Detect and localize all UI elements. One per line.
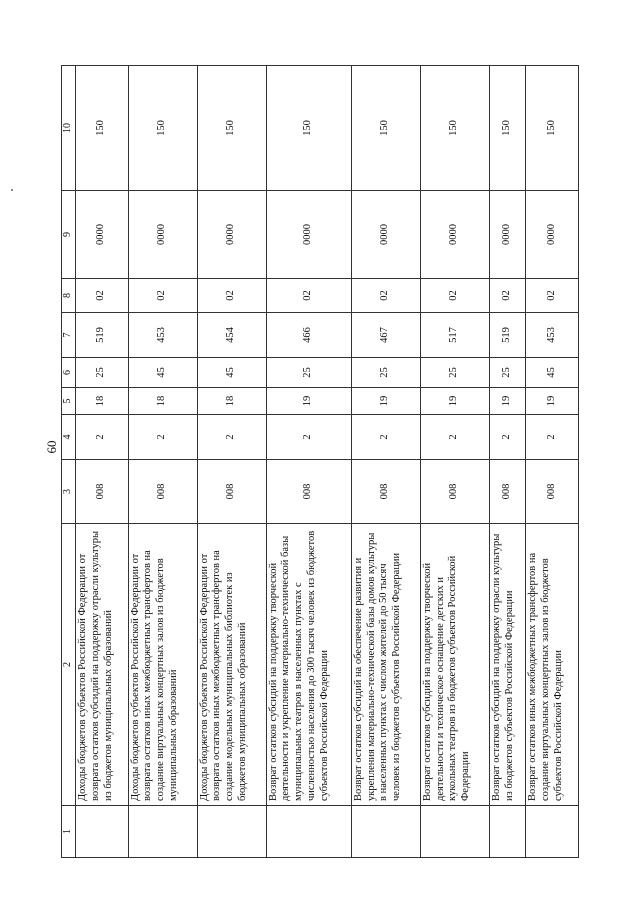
code-cell: 45 xyxy=(526,358,579,388)
row-number-cell xyxy=(266,806,351,858)
code-cell: 008 xyxy=(197,460,266,524)
row-number-cell xyxy=(489,806,525,858)
code-cell: 0000 xyxy=(420,191,489,279)
code-cell: 25 xyxy=(420,358,489,388)
code-cell: 19 xyxy=(526,388,579,415)
code-cell: 150 xyxy=(197,66,266,191)
column-header: 3 xyxy=(62,460,76,524)
code-cell: 150 xyxy=(266,66,351,191)
code-cell: 150 xyxy=(128,66,197,191)
description-cell: Доходы бюджетов субъектов Российской Федерации от возврата остатков субсидий на поддержку отрасли культуры из бюджетов муниципальных образований xyxy=(76,524,129,806)
table-row xyxy=(489,66,525,858)
code-cell: 008 xyxy=(351,460,420,524)
code-cell: 0000 xyxy=(351,191,420,279)
code-cell: 2 xyxy=(420,415,489,460)
description-cell: Доходы бюджетов субъектов Российской Федерации от возврата остатков иных межбюджетных трансфертов на создание виртуальных концертных залов из бюджетов муниципальных образований xyxy=(128,524,197,806)
code-cell: 2 xyxy=(128,415,197,460)
column-header: 2 xyxy=(62,524,76,806)
code-cell: 2 xyxy=(197,415,266,460)
code-cell: 150 xyxy=(351,66,420,191)
code-cell: 19 xyxy=(489,388,525,415)
code-cell: 19 xyxy=(420,388,489,415)
code-cell: 2 xyxy=(489,415,525,460)
code-cell: 517 xyxy=(420,313,489,358)
column-header: 6 xyxy=(62,358,76,388)
code-cell: 2 xyxy=(76,415,129,460)
code-cell: 0000 xyxy=(489,191,525,279)
code-cell: 25 xyxy=(76,358,129,388)
code-cell: 150 xyxy=(526,66,579,191)
header-row xyxy=(62,66,76,858)
column-header: 10 xyxy=(62,66,76,191)
code-cell: 02 xyxy=(489,279,525,313)
code-cell: 2 xyxy=(526,415,579,460)
code-cell: 25 xyxy=(489,358,525,388)
code-cell: 18 xyxy=(128,388,197,415)
code-cell: 519 xyxy=(489,313,525,358)
table-row xyxy=(266,66,351,858)
rotated-table-container xyxy=(61,66,579,858)
description-cell: Возврат остатков иных межбюджетных трансфертов на создание виртуальных концертных залов из бюджетов субъектов Российской Федерации xyxy=(526,524,579,806)
code-cell: 18 xyxy=(197,388,266,415)
code-cell: 008 xyxy=(526,460,579,524)
column-header: 1 xyxy=(62,806,76,858)
column-header: 8 xyxy=(62,279,76,313)
row-number-cell xyxy=(526,806,579,858)
code-cell: 453 xyxy=(128,313,197,358)
code-cell: 519 xyxy=(76,313,129,358)
code-cell: 150 xyxy=(489,66,525,191)
code-cell: 008 xyxy=(266,460,351,524)
code-cell: 02 xyxy=(526,279,579,313)
scan-speck xyxy=(11,189,13,191)
page-number: 60 xyxy=(44,440,59,454)
row-number-cell xyxy=(76,806,129,858)
code-cell: 25 xyxy=(351,358,420,388)
code-cell: 150 xyxy=(420,66,489,191)
table-body xyxy=(62,66,579,858)
code-cell: 18 xyxy=(76,388,129,415)
code-cell: 008 xyxy=(128,460,197,524)
row-number-cell xyxy=(420,806,489,858)
table-row xyxy=(197,66,266,858)
code-cell: 0000 xyxy=(266,191,351,279)
column-header: 7 xyxy=(62,313,76,358)
row-number-cell xyxy=(197,806,266,858)
code-cell: 008 xyxy=(76,460,129,524)
row-number-cell xyxy=(351,806,420,858)
table-row xyxy=(76,66,129,858)
table-row xyxy=(351,66,420,858)
code-cell: 45 xyxy=(128,358,197,388)
description-cell: Возврат остатков субсидий на обеспечение развития и укрепления материально-технической базы домов культуры в населенных пунктах с числом жителей до 50 тысяч человек из бюджетов субъектов Российской Федерации xyxy=(351,524,420,806)
code-cell: 466 xyxy=(266,313,351,358)
table-row xyxy=(420,66,489,858)
code-cell: 02 xyxy=(76,279,129,313)
table-row xyxy=(128,66,197,858)
code-cell: 008 xyxy=(420,460,489,524)
code-cell: 150 xyxy=(76,66,129,191)
code-cell: 0000 xyxy=(128,191,197,279)
code-cell: 467 xyxy=(351,313,420,358)
description-cell: Возврат остатков субсидий на поддержку творческой деятельности и укрепление материально-технической базы муниципальных театров в населенных пунктах с численностью населения до 300 тысяч человек из бюджетов субъектов Российской Федерации xyxy=(266,524,351,806)
code-cell: 02 xyxy=(197,279,266,313)
code-cell: 0000 xyxy=(526,191,579,279)
column-header: 4 xyxy=(62,415,76,460)
code-cell: 19 xyxy=(266,388,351,415)
code-cell: 453 xyxy=(526,313,579,358)
code-cell: 2 xyxy=(266,415,351,460)
code-cell: 008 xyxy=(489,460,525,524)
description-cell: Возврат остатков субсидий на поддержку творческой деятельности и техническое оснащение детских и кукольных театров из бюджетов субъектов Российской Федерации xyxy=(420,524,489,806)
description-cell: Доходы бюджетов субъектов Российской Федерации от возврата остатков иных межбюджетных трансфертов на создание модельных муниципальных библиотек из бюджетов муниципальных образований xyxy=(197,524,266,806)
code-cell: 454 xyxy=(197,313,266,358)
column-header: 9 xyxy=(62,191,76,279)
table-row xyxy=(526,66,579,858)
code-cell: 45 xyxy=(197,358,266,388)
code-cell: 02 xyxy=(266,279,351,313)
code-cell: 02 xyxy=(351,279,420,313)
description-cell: Возврат остатков субсидий на поддержку отрасли культуры из бюджетов субъектов Российской Федерации xyxy=(489,524,525,806)
code-cell: 02 xyxy=(128,279,197,313)
column-header: 5 xyxy=(62,388,76,415)
code-cell: 0000 xyxy=(197,191,266,279)
code-cell: 25 xyxy=(266,358,351,388)
code-cell: 02 xyxy=(420,279,489,313)
row-number-cell xyxy=(128,806,197,858)
budget-classification-table xyxy=(61,65,579,858)
code-cell: 0000 xyxy=(76,191,129,279)
code-cell: 19 xyxy=(351,388,420,415)
code-cell: 2 xyxy=(351,415,420,460)
